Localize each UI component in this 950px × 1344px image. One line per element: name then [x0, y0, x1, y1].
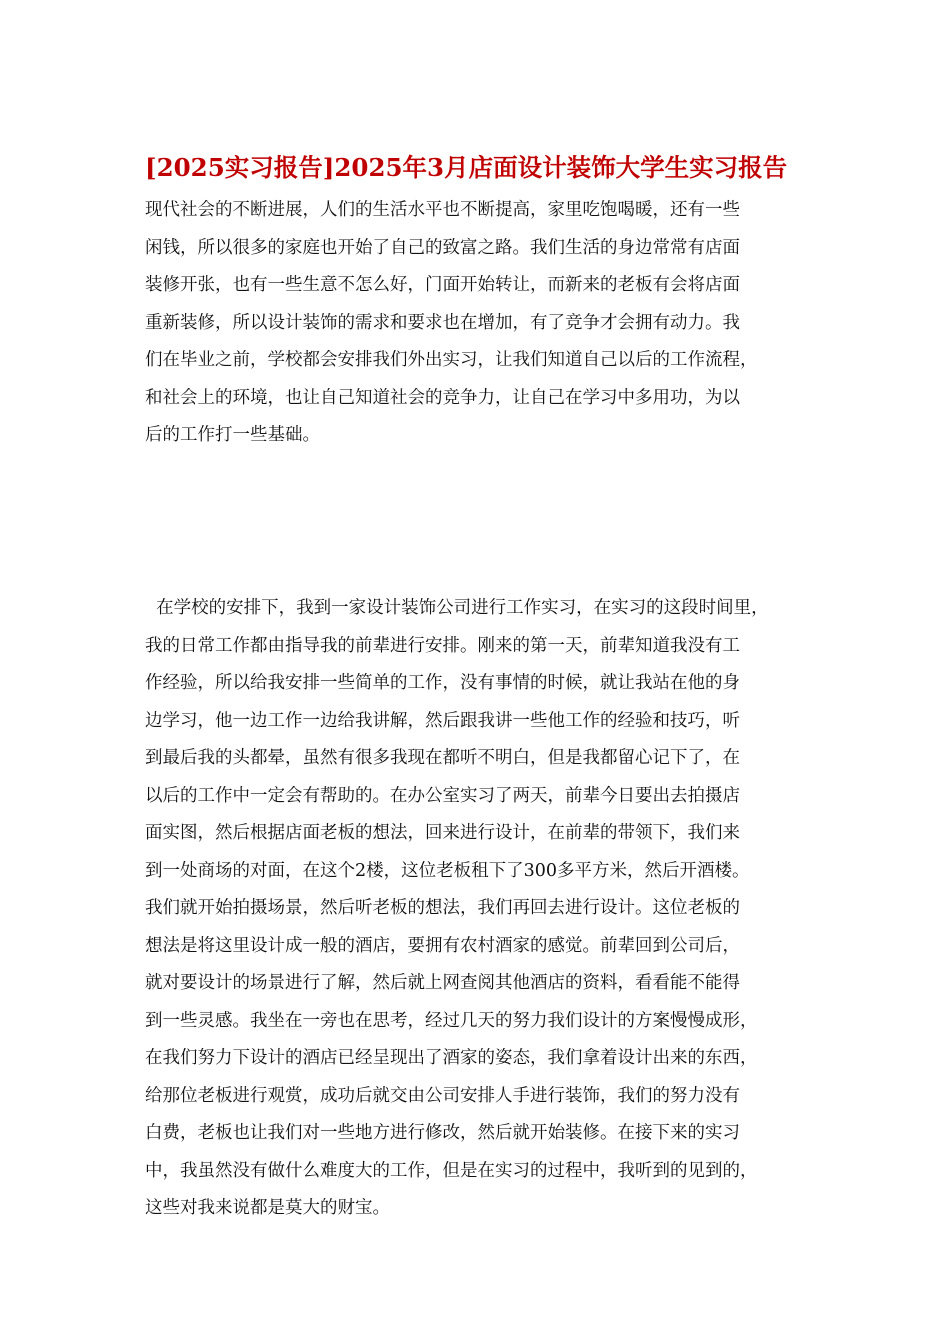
- text-line: 在学校的安排下，我到一家设计装饰公司进行工作实习，在实习的这段时间里，: [145, 598, 769, 618]
- text-line: 想法是将这里设计成一般的酒店，要拥有农村酒家的感觉。前辈回到公司后，: [145, 935, 740, 956]
- text-line: 重新装修，所以设计装饰的需求和要求也在增加，有了竞争才会拥有动力。我: [145, 312, 740, 333]
- text-line: 中，我虽然没有做什么难度大的工作，但是在实习的过程中，我听到的见到的，: [145, 1160, 758, 1181]
- text-line: 和社会上的环境，也让自己知道社会的竞争力，让自己在学习中多用功，为以: [145, 387, 740, 408]
- paragraph-intro: [145, 192, 845, 455]
- text-line: 我们就开始拍摄场景，然后听老板的想法，我们再回去进行设计。这位老板的: [145, 898, 740, 918]
- text-line: 闲钱，所以很多的家庭也开始了自己的致富之路。我们生活的身边常常有店面: [145, 237, 740, 258]
- text-line: 边学习，他一边工作一边给我讲解，然后跟我讲一些他工作的经验和技巧，听: [145, 710, 740, 731]
- text-line: 就对要设计的场景进行了解，然后就上网查阅其他酒店的资料，看看能不能得: [145, 973, 740, 993]
- text-line: 白费，老板也让我们对一些地方进行修改，然后就开始装修。在接下来的实习: [145, 1123, 740, 1143]
- text-line: 面实图，然后根据店面老板的想法，回来进行设计，在前辈的带领下，我们来: [145, 823, 740, 843]
- text-line: 作经验，所以给我安排一些简单的工作，没有事情的时候，就让我站在他的身: [145, 673, 740, 693]
- text-line: 给那位老板进行观赏，成功后就交由公司安排人手进行装饰，我们的努力没有: [145, 1085, 740, 1106]
- text-line: 这些对我来说都是莫大的财宝。: [145, 1198, 390, 1218]
- text-line: 在我们努力下设计的酒店已经呈现出了酒家的姿态，我们拿着设计出来的东西，: [145, 1048, 758, 1068]
- text-line: 到一处商场的对面，在这个2楼，这位老板租下了300多平方米，然后开酒楼。: [145, 860, 750, 881]
- text-line: 们在毕业之前，学校都会安排我们外出实习，让我们知道自己以后的工作流程，: [145, 350, 758, 370]
- text-line: 以后的工作中一定会有帮助的。在办公室实习了两天，前辈今日要出去拍摄店: [145, 785, 740, 806]
- text-line: 装修开张，也有一些生意不怎么好，门面开始转让，而新来的老板有会将店面: [145, 275, 740, 295]
- paragraph-internship: [145, 590, 845, 1228]
- text-line: 现代社会的不断进展，人们的生活水平也不断提高，家里吃饱喝暖，还有一些: [145, 200, 740, 220]
- text-line: 后的工作打一些基础。: [145, 425, 320, 445]
- document-title: [2025实习报告]2025年3月店面设计装饰大学生实习报告: [145, 153, 788, 182]
- text-line: 到最后我的头都晕，虽然有很多我现在都听不明白，但是我都留心记下了，在: [145, 748, 740, 768]
- text-line: 我的日常工作都由指导我的前辈进行安排。刚来的第一天，前辈知道我没有工: [145, 635, 740, 656]
- text-line: 到一些灵感。我坐在一旁也在思考，经过几天的努力我们设计的方案慢慢成形，: [145, 1010, 758, 1031]
